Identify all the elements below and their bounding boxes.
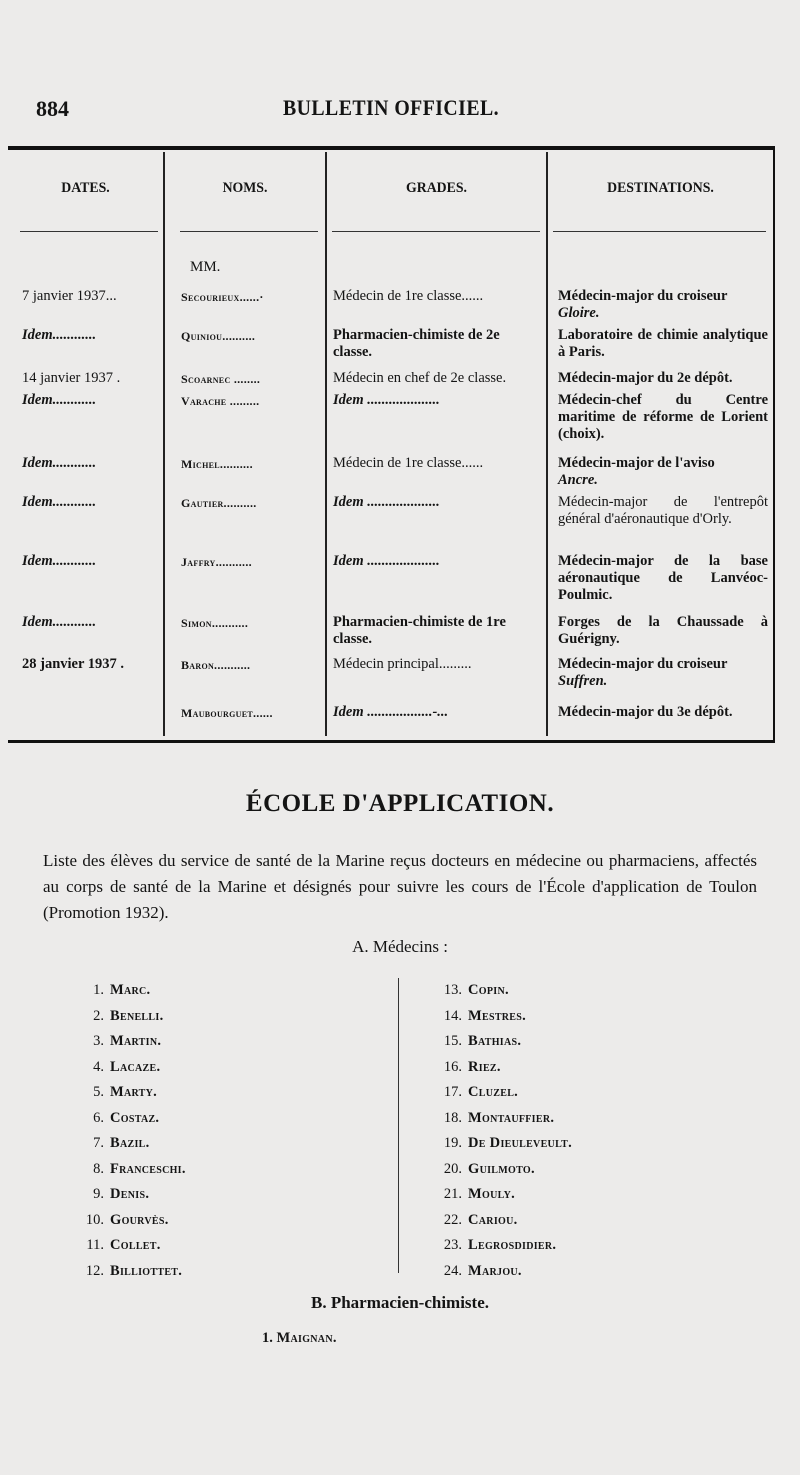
- table-cell-date: Idem............: [22, 553, 97, 569]
- item-number: 8.: [93, 1160, 104, 1177]
- column-divider: [325, 152, 327, 736]
- column-divider: [546, 152, 548, 736]
- item-number: 2.: [93, 1007, 104, 1024]
- list-item: [72, 1131, 186, 1157]
- item-number: 6.: [93, 1109, 104, 1126]
- list-item: [430, 1259, 572, 1285]
- list-item: [430, 1004, 572, 1030]
- item-number: 5.: [93, 1084, 104, 1100]
- column-header-destinations: DESTINATIONS.: [607, 180, 714, 196]
- item-name: Maignan.: [276, 1330, 337, 1346]
- table-cell-grade: Médecin principal.........: [333, 656, 472, 672]
- item-name: Marty.: [110, 1084, 158, 1100]
- item-number: 15.: [443, 1033, 462, 1049]
- table-cell-grade: Médecin de 1re classe......: [333, 455, 484, 471]
- list-item: [72, 1157, 186, 1183]
- table-cell-date: 28 janvier 1937 .: [22, 656, 125, 672]
- item-name: Copin.: [468, 982, 509, 998]
- intro-paragraph: Liste des élèves du service de santé de la Marine reçus docteurs en médecine ou pharmaciens, affectés au corps de santé de la Marine et désignés pour suivre les cours de l'École d'application de Toulon (Promotion 1932).: [43, 851, 757, 922]
- list-item: [430, 1131, 572, 1157]
- header-rule: [20, 231, 158, 232]
- table-cell-grade: Idem ..................-...: [333, 704, 449, 720]
- table-cell-date: Idem............: [22, 327, 97, 343]
- list-item: [430, 1029, 572, 1055]
- item-name: Mestres.: [468, 1007, 527, 1024]
- medecins-list-right: [430, 978, 572, 1284]
- item-number: 4.: [93, 1058, 104, 1075]
- list-item: [72, 1080, 186, 1106]
- table-cell-name: Gautier..........: [181, 496, 257, 510]
- table-cell-grade: Idem ....................: [333, 553, 440, 569]
- table-cell-grade: Médecin en chef de 2e classe.: [333, 370, 507, 386]
- destination-text: Médecin-major du croiseur: [558, 656, 728, 672]
- list-item: [430, 1233, 572, 1259]
- item-number: 20.: [443, 1160, 462, 1177]
- list-item: [72, 1182, 186, 1208]
- list-item: [430, 1080, 572, 1106]
- list-item: [72, 1004, 186, 1030]
- item-name: Billiottet.: [110, 1262, 183, 1279]
- list-item: [430, 1106, 572, 1132]
- item-number: 9.: [93, 1186, 104, 1202]
- ship-name: Ancre.: [558, 472, 598, 488]
- table-cell-name: Secourieux......·: [181, 290, 264, 304]
- list-item: [72, 1233, 186, 1259]
- list-item: [72, 1106, 186, 1132]
- item-number: 13.: [443, 982, 462, 998]
- item-name: Collet.: [110, 1237, 161, 1253]
- ship-name: Gloire.: [558, 305, 600, 321]
- item-number: 3.: [93, 1033, 104, 1049]
- table-cell-date: 7 janvier 1937...: [22, 288, 117, 304]
- item-name: Cariou.: [468, 1211, 518, 1228]
- table-cell-date: Idem............: [22, 455, 97, 471]
- item-name: Gourvès.: [110, 1211, 169, 1228]
- ship-name: Suffren.: [558, 673, 608, 689]
- item-name: Denis.: [110, 1186, 150, 1202]
- destination-text: Médecin-major de l'aviso: [558, 455, 715, 471]
- table-cell-grade: Pharmacien-chimiste de 1re classe.: [333, 614, 506, 647]
- item-number: 18.: [443, 1109, 462, 1126]
- item-name: Franceschi.: [110, 1160, 186, 1177]
- item-name: Martin.: [110, 1033, 162, 1049]
- item-name: Bathias.: [468, 1033, 522, 1049]
- list-divider: [398, 978, 399, 1273]
- item-name: Riez.: [468, 1058, 501, 1075]
- table-cell-destination: Médecin-chef du Centre maritime de réforme de Lorient (choix).: [558, 392, 768, 442]
- item-number: 24.: [443, 1262, 462, 1279]
- table-cell-destination: Médecin-major du 3e dépôt.: [558, 704, 733, 720]
- item-number: 7.: [93, 1135, 104, 1151]
- table-cell-name: Quiniou..........: [181, 329, 256, 343]
- item-number: 14.: [443, 1007, 462, 1024]
- item-name: Benelli.: [110, 1007, 164, 1024]
- table-cell-name: Simon...........: [181, 616, 249, 630]
- column-divider: [163, 152, 165, 736]
- item-number: 16.: [443, 1058, 462, 1075]
- table-cell-destination: [558, 656, 768, 690]
- table-cell-date: 14 janvier 1937 .: [22, 370, 121, 386]
- section-title: ÉCOLE D'APPLICATION.: [245, 790, 555, 817]
- table-cell-destination: Forges de la Chaussade à Guérigny.: [558, 614, 768, 647]
- column-header-dates: DATES.: [61, 180, 110, 196]
- table-cell-grade: Pharmacien-chimiste de 2e classe.: [333, 327, 500, 360]
- item-number: 1.: [262, 1330, 273, 1346]
- table-cell-name: Varache .........: [181, 394, 260, 408]
- table-cell-date: Idem............: [22, 494, 97, 510]
- page-number: 884: [36, 96, 69, 121]
- item-name: Mouly.: [468, 1186, 516, 1202]
- appointments-table: [8, 146, 775, 743]
- table-cell-date: Idem............: [22, 392, 97, 408]
- table-cell-date: Idem............: [22, 614, 97, 630]
- table-cell-destination: Médecin-major de la base aéronautique de Lanvéoc-Poulmic.: [558, 553, 768, 603]
- item-number: 12.: [85, 1262, 104, 1279]
- list-item: [72, 1208, 186, 1234]
- table-cell-destination: [558, 455, 768, 489]
- table-cell-destination: Laboratoire de chimie analytique à Paris.: [558, 327, 768, 360]
- table-cell-destination: [558, 288, 768, 322]
- table-cell-name: Maubourguet......: [181, 706, 273, 720]
- list-item: [430, 1182, 572, 1208]
- item-name: Lacaze.: [110, 1058, 161, 1075]
- item-name: Guilmoto.: [468, 1160, 535, 1177]
- list-item: [430, 1157, 572, 1183]
- table-cell-name: Baron...........: [181, 658, 251, 672]
- item-name: Cluzel.: [468, 1084, 519, 1100]
- table-cell-grade: Idem ....................: [333, 494, 440, 510]
- mm-label: MM.: [190, 259, 221, 275]
- item-name: Costaz.: [110, 1109, 160, 1126]
- item-number: 23.: [443, 1237, 462, 1253]
- item-number: 17.: [443, 1084, 462, 1100]
- item-name: Marc.: [110, 982, 151, 998]
- column-header-noms: NOMS.: [222, 180, 268, 196]
- item-name: De Dieuleveult.: [468, 1135, 573, 1151]
- table-cell-name: Scoarnec ........: [181, 372, 261, 386]
- item-number: 22.: [443, 1211, 462, 1228]
- header-rule: [553, 231, 766, 232]
- pharmacien-heading: B. Pharmacien-chimiste.: [311, 1293, 489, 1312]
- list-item: [72, 1029, 186, 1055]
- item-number: 11.: [86, 1237, 104, 1253]
- table-cell-name: Jaffry...........: [181, 555, 252, 569]
- table-cell-grade: Idem ....................: [333, 392, 440, 408]
- item-name: Bazil.: [110, 1135, 150, 1151]
- item-number: 10.: [85, 1211, 104, 1228]
- header-rule: [180, 231, 318, 232]
- item-name: Marjou.: [468, 1262, 522, 1279]
- list-item: [430, 1208, 572, 1234]
- item-number: 21.: [443, 1186, 462, 1202]
- list-item: [430, 1055, 572, 1081]
- table-cell-destination: Médecin-major de l'entrepôt général d'aéronautique d'Orly.: [558, 494, 768, 527]
- medecins-heading: A. Médecins :: [352, 937, 448, 956]
- medecins-list-left: [72, 978, 186, 1284]
- item-name: Montauffier.: [468, 1109, 555, 1126]
- destination-text: Médecin-major du croiseur: [558, 288, 728, 304]
- table-cell-grade: Médecin de 1re classe......: [333, 288, 484, 304]
- table-cell-name: Michel..........: [181, 457, 253, 471]
- list-item: [72, 1259, 186, 1285]
- running-title: BULLETIN OFFICIEL.: [283, 95, 500, 120]
- pharmacien-item: [262, 1330, 337, 1347]
- item-name: Legrosdidier.: [468, 1237, 557, 1253]
- item-number: 19.: [443, 1135, 462, 1151]
- list-item: [72, 1055, 186, 1081]
- table-cell-destination: Médecin-major du 2e dépôt.: [558, 370, 733, 386]
- item-number: 1.: [93, 982, 104, 998]
- list-item: [430, 978, 572, 1004]
- list-item: [72, 978, 186, 1004]
- column-header-grades: GRADES.: [406, 180, 467, 196]
- header-rule: [332, 231, 540, 232]
